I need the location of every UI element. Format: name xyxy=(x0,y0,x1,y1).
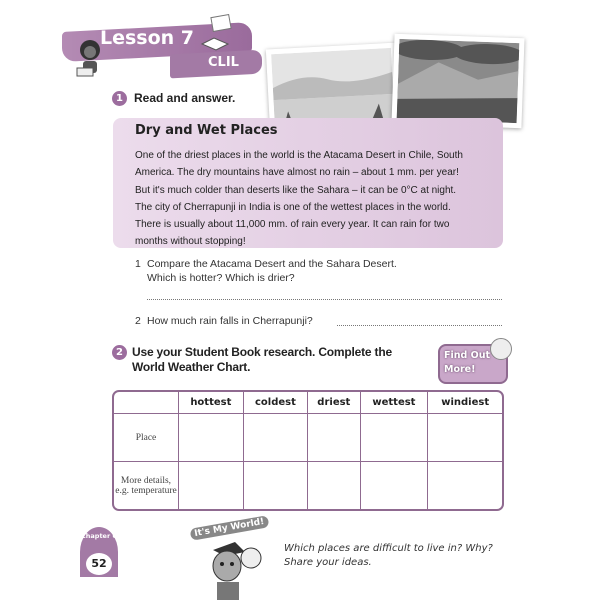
world-weather-chart xyxy=(112,390,504,511)
reading-line: But it's much colder than deserts like the Sahara – it can be 0°C at night. xyxy=(135,184,457,196)
question-1-number: 1 xyxy=(135,258,141,270)
question-line: Compare the Atacama Desert and the Sahara Desert. xyxy=(147,258,397,270)
table-row xyxy=(114,414,502,462)
prompt-line: Share your ideas. xyxy=(284,557,372,568)
reading-line: The city of Cherrapunji in India is one of the wettest places in the world. xyxy=(135,201,451,213)
answer-cell[interactable] xyxy=(244,462,308,509)
header-cell: driest xyxy=(308,392,360,414)
answer-cell[interactable] xyxy=(428,462,502,509)
header-cell: coldest xyxy=(244,392,308,414)
question-1-text xyxy=(147,257,397,285)
row-label: More details, e.g. temperature xyxy=(114,462,179,509)
its-my-world-badge: It's My World! xyxy=(190,515,270,540)
question-line: Which is hotter? Which is drier? xyxy=(147,272,295,284)
exercise-1-instruction: Read and answer. xyxy=(134,91,236,105)
lesson-title: Lesson 7 xyxy=(100,27,195,49)
answer-cell[interactable] xyxy=(428,414,502,462)
table-header-row xyxy=(114,392,502,414)
answer-cell[interactable] xyxy=(308,414,360,462)
header-cell: windiest xyxy=(428,392,502,414)
answer-line-2[interactable] xyxy=(337,325,502,326)
exercise-number-1: 1 xyxy=(112,91,127,106)
reading-title: Dry and Wet Places xyxy=(135,123,278,138)
reading-line: There is usually about 11,000 mm. of rain every year. It can rain for two xyxy=(135,219,450,231)
answer-cell[interactable] xyxy=(308,462,360,509)
answer-cell[interactable] xyxy=(244,414,308,462)
page-number: 52 xyxy=(86,553,112,575)
reading-line: America. The dry mountains have almost no rain – about 1 mm. per year! xyxy=(135,167,459,179)
reading-line: months without stopping! xyxy=(135,236,246,248)
clil-label: CLIL xyxy=(208,55,239,70)
answer-cell[interactable] xyxy=(179,414,244,462)
row-label: Place xyxy=(114,414,179,462)
boy-with-globe-illustration xyxy=(205,540,265,600)
rainy-mountains-image xyxy=(391,34,524,128)
header-cell: hottest xyxy=(179,392,244,414)
question-2-number: 2 xyxy=(135,315,141,327)
instruction-line: Use your Student Book research. Complete the xyxy=(132,345,392,359)
answer-line-1[interactable] xyxy=(147,299,502,300)
reading-text xyxy=(135,147,463,251)
prompt-line: Which places are difficult to live in? Why? xyxy=(284,543,493,554)
header-cell: wettest xyxy=(361,392,429,414)
exercise-2-instruction xyxy=(132,345,392,375)
books-icon xyxy=(198,14,238,54)
badge-line: Find Out xyxy=(444,350,490,361)
exercise-number-2: 2 xyxy=(112,345,127,360)
girl-reading-illustration xyxy=(74,38,110,80)
table-row xyxy=(114,462,502,509)
badge-line: More! xyxy=(444,364,476,375)
header-cell xyxy=(114,392,179,414)
answer-cell[interactable] xyxy=(179,462,244,509)
find-out-more-badge xyxy=(438,344,508,384)
answer-cell[interactable] xyxy=(361,414,429,462)
reading-line: One of the driest places in the world is the Atacama Desert in Chile, South xyxy=(135,150,463,161)
globe-icon xyxy=(490,338,512,360)
discussion-prompt xyxy=(284,542,493,570)
answer-cell[interactable] xyxy=(361,462,429,509)
chapter-label: Chapter 6 xyxy=(81,532,117,540)
instruction-line: World Weather Chart. xyxy=(132,360,251,374)
question-2-text: How much rain falls in Cherrapunji? xyxy=(147,315,313,327)
